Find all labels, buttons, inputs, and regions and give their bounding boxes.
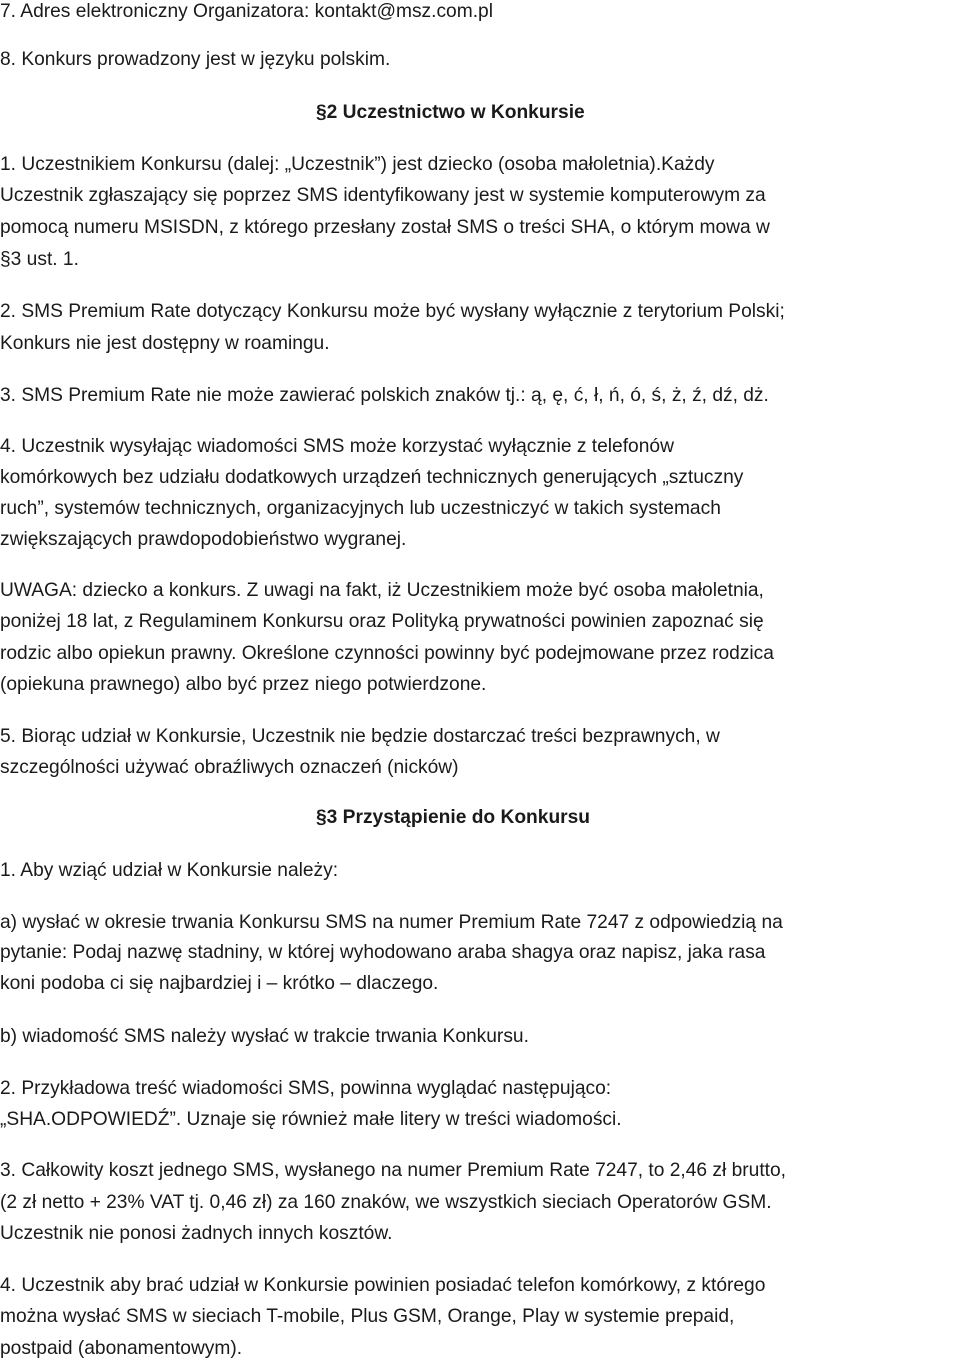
text-line: §3 ust. 1. <box>0 249 79 270</box>
text-line: Uczestnik zgłaszający się poprzez SMS identyfikowany jest w systemie komputerowym za <box>0 185 766 206</box>
text-line: (2 zł netto + 23% VAT tj. 0,46 zł) za 160 znaków, we wszystkich sieciach Operatorów GSM. <box>0 1192 772 1213</box>
text-line: 1. Aby wziąć udział w Konkursie należy: <box>0 860 339 881</box>
text-line: UWAGA: dziecko a konkurs. Z uwagi na fakt, iż Uczestnikiem może być osoba małoletnia, <box>0 580 764 601</box>
text-line: 8. Konkurs prowadzony jest w języku polskim. <box>0 49 391 70</box>
text-line: 1. Uczestnikiem Konkursu (dalej: „Uczestnik”) jest dziecko (osoba małoletnia).Każdy <box>0 154 715 175</box>
text-line: rodzic albo opiekun prawny. Określone czynności powinny być podejmowane przez rodzica <box>0 643 774 664</box>
text-line: 4. Uczestnik wysyłając wiadomości SMS może korzystać wyłącznie z telefonów <box>0 436 674 457</box>
text-line: 7. Adres elektroniczny Organizatora: kontakt@msz.com.pl <box>0 1 493 22</box>
text-line: 3. SMS Premium Rate nie może zawierać polskich znaków tj.: ą, ę, ć, ł, ń, ó, ś, ż, ź, dź, dż. <box>0 385 769 406</box>
text-line: pytanie: Podaj nazwę stadniny, w której wyhodowano araba shagya oraz napisz, jaka rasa <box>0 942 766 963</box>
text-line: 2. Przykładowa treść wiadomości SMS, powinna wyglądać następująco: <box>0 1078 612 1099</box>
section-heading: §3 Przystąpienie do Konkursu <box>316 807 591 828</box>
text-line: pomocą numeru MSISDN, z którego przesłany został SMS o treści SHA, o którym mowa w <box>0 217 770 238</box>
text-line: a) wysłać w okresie trwania Konkursu SMS na numer Premium Rate 7247 z odpowiedzią na <box>0 912 783 933</box>
text-line: 3. Całkowity koszt jednego SMS, wysłanego na numer Premium Rate 7247, to 2,46 zł brutto, <box>0 1160 787 1181</box>
text-line: komórkowych bez udziału dodatkowych urządzeń technicznych generujących „sztuczny <box>0 467 744 488</box>
section-heading: §2 Uczestnictwo w Konkursie <box>316 102 585 123</box>
text-line: 5. Biorąc udział w Konkursie, Uczestnik nie będzie dostarczać treści bezprawnych, w <box>0 726 720 747</box>
text-line: postpaid (abonamentowym). <box>0 1338 243 1359</box>
text-line: zwiększających prawdopodobieństwo wygranej. <box>0 529 407 550</box>
text-line: można wysłać SMS w sieciach T-mobile, Plus GSM, Orange, Play w systemie prepaid, <box>0 1306 735 1327</box>
text-line: 2. SMS Premium Rate dotyczący Konkursu może być wysłany wyłącznie z terytorium Polski; <box>0 301 785 322</box>
text-line: (opiekuna prawnego) albo być przez niego potwierdzone. <box>0 674 487 695</box>
text-line: ruch”, systemów technicznych, organizacyjnych lub uczestniczyć w takich systemach <box>0 498 721 519</box>
text-line: poniżej 18 lat, z Regulaminem Konkursu oraz Polityką prywatności powinien zapoznać się <box>0 611 764 632</box>
text-line: Uczestnik nie ponosi żadnych innych kosztów. <box>0 1223 393 1244</box>
text-line: b) wiadomość SMS należy wysłać w trakcie trwania Konkursu. <box>0 1026 529 1047</box>
text-line: szczególności używać obraźliwych oznaczeń (nicków) <box>0 757 459 778</box>
text-line: „SHA.ODPOWIEDŹ”. Uznaje się również małe litery w treści wiadomości. <box>0 1109 622 1130</box>
text-line: koni podoba ci się najbardziej i – krótko – dlaczego. <box>0 973 439 994</box>
text-line: 4. Uczestnik aby brać udział w Konkursie powinien posiadać telefon komórkowy, z którego <box>0 1275 766 1296</box>
text-line: Konkurs nie jest dostępny w roamingu. <box>0 333 330 354</box>
